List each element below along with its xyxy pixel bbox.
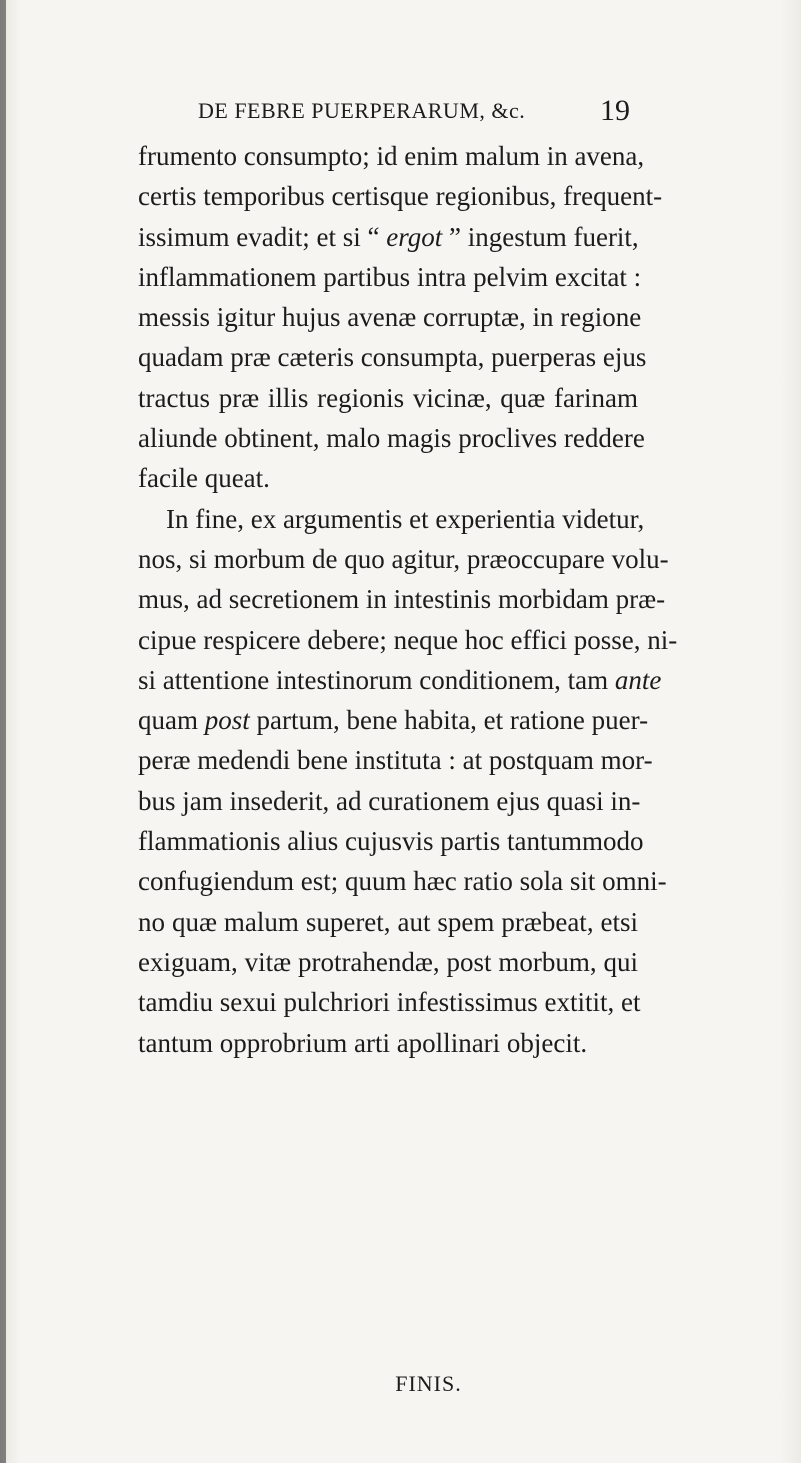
text-line: messis igitur hujus avenæ corruptæ, in regione [138,302,642,333]
finis-text: FINIS. [395,1371,462,1396]
italic-word-ergot: ergot [386,221,443,252]
text-line: tantum opprobrium arti apollinari objecit. [138,1027,588,1058]
text-line: issimum evadit; et si “ ergot ” ingestum fuerit, [138,221,639,252]
page-number: 19 [600,94,630,127]
italic-word-ante: ante [614,664,662,695]
text-line: no quæ malum superet, aut spem præbeat, etsi [138,906,638,937]
running-title: DE FEBRE PUERPERARUM, &c. [198,98,526,123]
text-line: bus jam insederit, ad curationem ejus quasi in- [138,785,641,816]
text-line: flammationis alius cujusvis partis tantummodo [138,826,644,857]
finis-label [0,1371,801,1397]
text-line: inflammationem partibus intra pelvim excitat : [138,261,642,292]
body-text [138,136,678,1063]
text-line: nos, si morbum de quo agitur, præoccupare volu- [138,543,669,574]
text-line: mus, ad secretionem in intestinis morbidam præ- [138,584,666,615]
text-line: facile queat. [138,463,270,494]
text-line: frumento consumpto; id enim malum in avena, [138,141,645,171]
text-line: confugiendum est; quum hæc ratio sola sit omni- [138,866,667,897]
text-line: certis temporibus certisque regionibus, frequent- [138,181,663,212]
text-line: tamdiu sexui pulchriori infestissimus extitit, et [138,987,641,1018]
text-line: quam post partum, bene habita, et ratione puer- [138,705,649,736]
text-line: exiguam, vitæ protrahendæ, post morbum, qui [138,946,638,977]
text-line: quadam præ cæteris consumpta, puerperas ejus [138,342,647,373]
text-line: In fine, ex argumentis et experientia videtur, [166,503,645,534]
italic-word-post: post [204,705,250,736]
text-line: tractus præ illis regionis vicinæ, quæ farinam [138,382,638,413]
text-line: cipue respicere debere; neque hoc effici posse, ni- [138,624,678,655]
text-line: peræ medendi bene instituta : at postquam mor- [138,745,653,776]
running-head [198,94,630,130]
text-line: si attentione intestinorum conditionem, tam ante [138,664,662,695]
text-line: aliunde obtinent, malo magis proclives reddere [138,423,645,454]
page-binding-edge [0,0,6,1463]
